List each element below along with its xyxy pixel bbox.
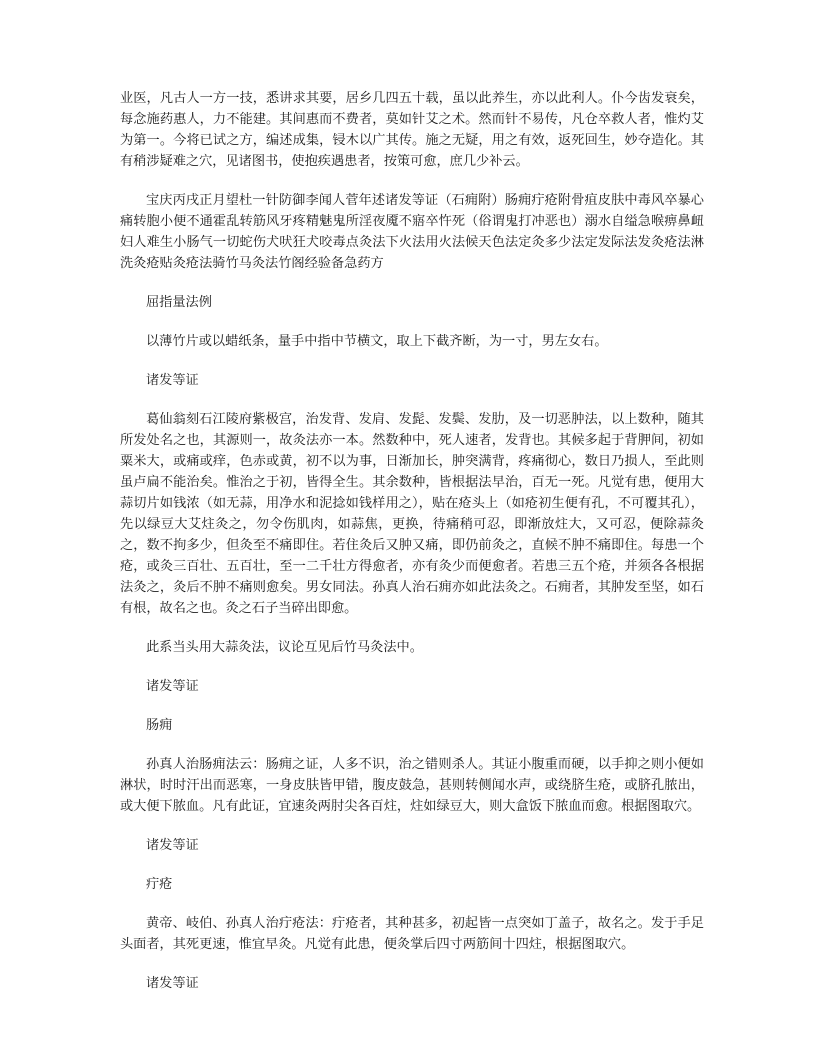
section-heading-finger-measure: 屈指量法例: [146, 295, 212, 310]
paragraph-ge-xianweng: 葛仙翁刻石江陵府紫极宫，治发背、发肩、发髭、发鬓、发肋，及一切恶肿法，以上数种，随其所发处名之也，其源则一，故灸法亦一本。然数种中，死人速者，发背也。其候多起于背胛间，初如粟米大，或痛或痒，色赤或黄，初不以为事，日渐加长，肿突满背，疼痛彻心，数日乃损人，至此则虽卢扁不能治矣。惟治之于初，皆得全生。其余数种，皆根据法早治，百无一死。凡觉有患，便用大蒜切片如钱浓（如无蒜，用净水和泥捻如钱样用之），贴在疮头上（如疮初生便有孔，不可覆其孔），先以绿豆大艾炷灸之，勿令伤肌肉，如蒜焦，更换，待痛稍可忍，即渐放炷大，又可忍，便除蒜灸之，数不拘多少，但灸至不痛即住。若住灸后又肿又痛，即仍前灸之，直候不肿不痛即住。每患一个疮，或灸三百壮、五百壮，至一二千壮方得愈者，亦有灸少而便愈者。若患三五个疮，并须各各根据法灸之，灸后不肿不痛则愈矣。男女同法。孙真人治石痈亦如此法灸之。石痈者，其肿发至坚，如石有根，故名之也。灸之石子当碎出即愈。: [120, 412, 704, 616]
document-page: [120, 88, 704, 1012]
paragraph-garlic-note: 此系当头用大蒜灸法，议论互见后竹马灸法中。: [146, 640, 423, 655]
section-heading-zhufa-3: 诸发等证: [146, 838, 199, 853]
section-heading-zhufa-4: 诸发等证: [146, 976, 199, 991]
section-heading-zhufa-2: 诸发等证: [146, 679, 199, 694]
section-heading-zhufa-1: 诸发等证: [146, 373, 199, 388]
section-heading-dingchuang: 疔疮: [146, 877, 173, 892]
paragraph-finger-measure: 以薄竹片或以蜡纸条，量手中指中节横文，取上下截齐断，为一寸，男左女右。: [146, 334, 608, 349]
paragraph-table-of-contents: 宝庆丙戌正月望杜一针防御李闻人菅年述诸发等证（石痈附）肠痈疔疮附骨疽皮肤中毒风卒暴心痛转胞小便不通霍乱转筋风牙疼精魅鬼所淫夜魇不寤卒忤死（俗谓鬼打冲恶也）溺水自缢急喉痹鼻衄妇人难生小肠气一切蛇伤犬吠狂犬咬毒点灸法下火法用火法候天色法定灸多少法定发际法发灸疮法淋洗灸疮贴灸疮法骑竹马灸法竹阁经验备急药方: [120, 193, 704, 271]
section-heading-changyong: 肠痈: [146, 718, 173, 733]
paragraph-dingchuang: 黄帝、岐伯、孙真人治疔疮法：疔疮者，其种甚多，初起皆一点突如丁盖子，故名之。发于手足头面者，其死更速，惟宜早灸。凡觉有此患，便灸掌后四寸两筋间十四炷，根据图取穴。: [120, 916, 704, 952]
paragraph-changyong: 孙真人治肠痈法云：肠痈之证，人多不识，治之错则杀人。其证小腹重而硬，以手抑之则小便如淋状，时时汗出而恶寒，一身皮肤皆甲错，腹皮鼓急，甚则转侧闻水声，或绕脐生疮，或脐孔脓出，或大便下脓血。凡有此证，宜速灸两肘尖各百炷，炷如绿豆大，则大盒饭下脓血而愈。根据图取穴。: [120, 757, 704, 814]
paragraph-intro: 业医，凡古人一方一技，悉讲求其要，居乡几四五十载，虽以此养生，亦以此利人。仆今齿发衰矣，每念施药惠人，力不能建。其间惠而不费者，莫如针艾之术。然而针不易传，凡仓卒救人者，惟灼艾为第一。今将已试之方，编述成集，锓木以广其传。施之无疑，用之有效，返死回生，妙夺造化。其有稍涉疑难之穴，见诸图书，使抱疾遇患者，按策可愈，庶几少补云。: [120, 91, 704, 169]
